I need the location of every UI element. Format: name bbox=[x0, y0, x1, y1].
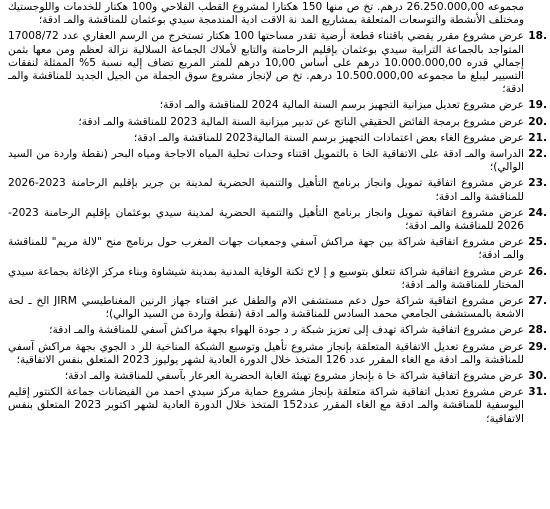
agenda-item-number: 29. bbox=[528, 340, 547, 353]
agenda-item-text: عرض مشروع اتفاقية شراكة بين جهة مراكش آسفي وجمعيات جهات المغرب حول برنامج منح "لالة مريم" للمناقشة والمـ ادقة؛ bbox=[8, 236, 524, 262]
agenda-item bbox=[0, 207, 550, 233]
agenda-item-number: 25. bbox=[528, 236, 547, 249]
agenda-item-number: 28. bbox=[528, 324, 547, 337]
agenda-item-text: عرض مشروع الغاء بعض اعتمادات التجهيز برسم السنة المالية2023 للمناقشة والمـ ادقة؛ bbox=[133, 131, 524, 144]
agenda-item-text: عرض مشروع تعديل اتفاقية شراكة متعلقة بإنجاز مشروع حماية مركز سيدي احمد من الفيضانات جماعة الكنتور إقليم اليوسفية للمناقشة والمـ ادقة مع الغاء المقرر عدد152 المتخذ خلال الدورة العادية لشهر اكتوبر 2023 المتعلق بنفس الاتفاقية؛ bbox=[8, 386, 524, 425]
agenda-item-text: عرض مشروع اتفاقية شراكة خا ة بإنجاز مشروع تهيئة الغابة الحضرية العرعار بآسفي للمناقشة والمـ ادقة؛ bbox=[64, 370, 524, 383]
agenda-item-text: عرض مشروع تعديل ميزانية التجهيز برسم السنة المالية 2024 للمناقشة والمـ ادقة؛ bbox=[159, 99, 524, 112]
agenda-item-number: 24. bbox=[528, 206, 547, 219]
agenda-item-number: 19. bbox=[528, 99, 547, 112]
agenda-item-text: عرض مشروع تعديل الاتفاقية المتعلقة بإنجاز مشروع تأهيل وتوسيع الشبكة المناخية للر د الجوي بجهة مراكش آسفي للمناقشة والمـ ادقة مع الغاء المقرر عدد 126 المتخذ خلال الدورة العادية لشهر يوليوز 2023 المتعلق بنفس الاتفاقية؛ bbox=[8, 340, 524, 366]
agenda-item-text: الدراسة والمـ ادقة على الاتفاقية الخا ة بالتمويل اقتناء وحدات تحلية المياه الاجاجة ومياه البحر (نقطة واردة من السيد الوالي)؛ bbox=[8, 148, 524, 174]
agenda-item-number: 23. bbox=[528, 177, 547, 190]
agenda-item-text: عرض مشروع اتفاقية شراكة حول دعم مستشفى الام والطفل عبر اقتناء جهاز الرنين المغناطيسي JIRM الخ ـ لحة الاشعة بالمستشفى الجامعي محمد السادس للمناقشة والمـ ادقة (نقطة واردة من السيد الوالي)؛ bbox=[8, 295, 524, 321]
agenda-item-text: عرض مشروع برمجة الفائض الحقيقي الناتج عن تدبير ميزانية السنة المالية 2023 للمناقشة والمـ ادقة؛ bbox=[78, 115, 524, 128]
agenda-item-text: عرض مشروع اتفاقية شراكة تهدف إلى تعزيز شبكة ر د جودة الهواء بجهة مراكش آسفي للمناقشة والمـ ادقة؛ bbox=[49, 324, 524, 337]
agenda-item-number: 20. bbox=[528, 115, 547, 128]
agenda-item bbox=[0, 266, 550, 292]
agenda-item-number: 21. bbox=[528, 131, 547, 144]
agenda-item bbox=[0, 99, 550, 112]
agenda-item-number: 27. bbox=[528, 295, 547, 308]
intro-text: مجموعه 26.250.000,00 درهم. تخ ص منها 150 هكتارا لمشروع القطب الفلاحي و100 هكتار للخدمات واللوجستيك ومختلف الأنشطة والتوسعات المتعلقة بمشاريع المد نة الاقت ادية المندمجة سيدي بوعثمان للمناقشة والمـ ادقة؛ bbox=[8, 1, 524, 27]
agenda-item bbox=[0, 386, 550, 426]
agenda-item-text: عرض مشروع اتفاقية تمويل وانجاز برنامج التأهيل والتنمية الحضرية لمدينة سيدي بوعثمان بإقليم الرحامنة 2023-2026 للمناقشة والمـ ادقة؛ bbox=[8, 206, 524, 233]
agenda-item bbox=[0, 177, 550, 203]
agenda-list bbox=[0, 30, 550, 425]
agenda-item bbox=[0, 295, 550, 321]
agenda-item bbox=[0, 341, 550, 367]
agenda-item bbox=[0, 148, 550, 174]
agenda-item-number: 30. bbox=[528, 370, 547, 383]
agenda-item bbox=[0, 116, 550, 129]
agenda-item-number: 22. bbox=[528, 148, 547, 161]
agenda-item bbox=[0, 236, 550, 262]
agenda-item-number: 18. bbox=[528, 30, 547, 43]
agenda-item-text: عرض مشروع اتفاقية تمويل وانجاز برنامج التأهيل والتنمية الحضرية لمدينة بن جرير بإقليم الرحامنة 2023-2026 للمناقشة والمـ ادقة؛ bbox=[8, 177, 524, 203]
agenda-item bbox=[0, 370, 550, 383]
agenda-item bbox=[0, 30, 550, 96]
agenda-item-text: عرض مشروع مقرر يقضي باقتناء قطعة أرضية تقدر مساحتها 100 هكتار تستخرج من الرسم العقاري عدد 17008/72 المتواجد بالجماعة الترابية سيدي بوعثمان بإقليم الرحامنة والتابع لأملاك الجماعة السلالية نزالة لعظم ومن معها بثمن إجمالي قدره 10.000.000,00 درهم على أساس 10,00 درهم للمتر المربع تضاف إليه نسبة 5% الممثلة لنفقات التسيير ليبلغ ما مجموعه 10.500.000,00 درهم. تخ ص لإنجاز مشروع سوق الجملة من الجيل الجديد للمناقشة والمـ ادقة؛ bbox=[8, 30, 525, 96]
intro-paragraph bbox=[0, 0, 550, 27]
agenda-item-number: 26. bbox=[528, 265, 547, 278]
agenda-item bbox=[0, 132, 550, 145]
agenda-item bbox=[0, 324, 550, 337]
agenda-item-number: 31. bbox=[528, 386, 547, 399]
agenda-item-text: عرض مشروع اتفاقية شراكة تتعلق بتوسيع و إ لاح ثكنة الوقاية المدنية بمدينة شيشاوة وبناء مركز الإغاثة بجماعة سيدي المختار للمناقشة والمـ ادقة؛ bbox=[8, 265, 524, 291]
